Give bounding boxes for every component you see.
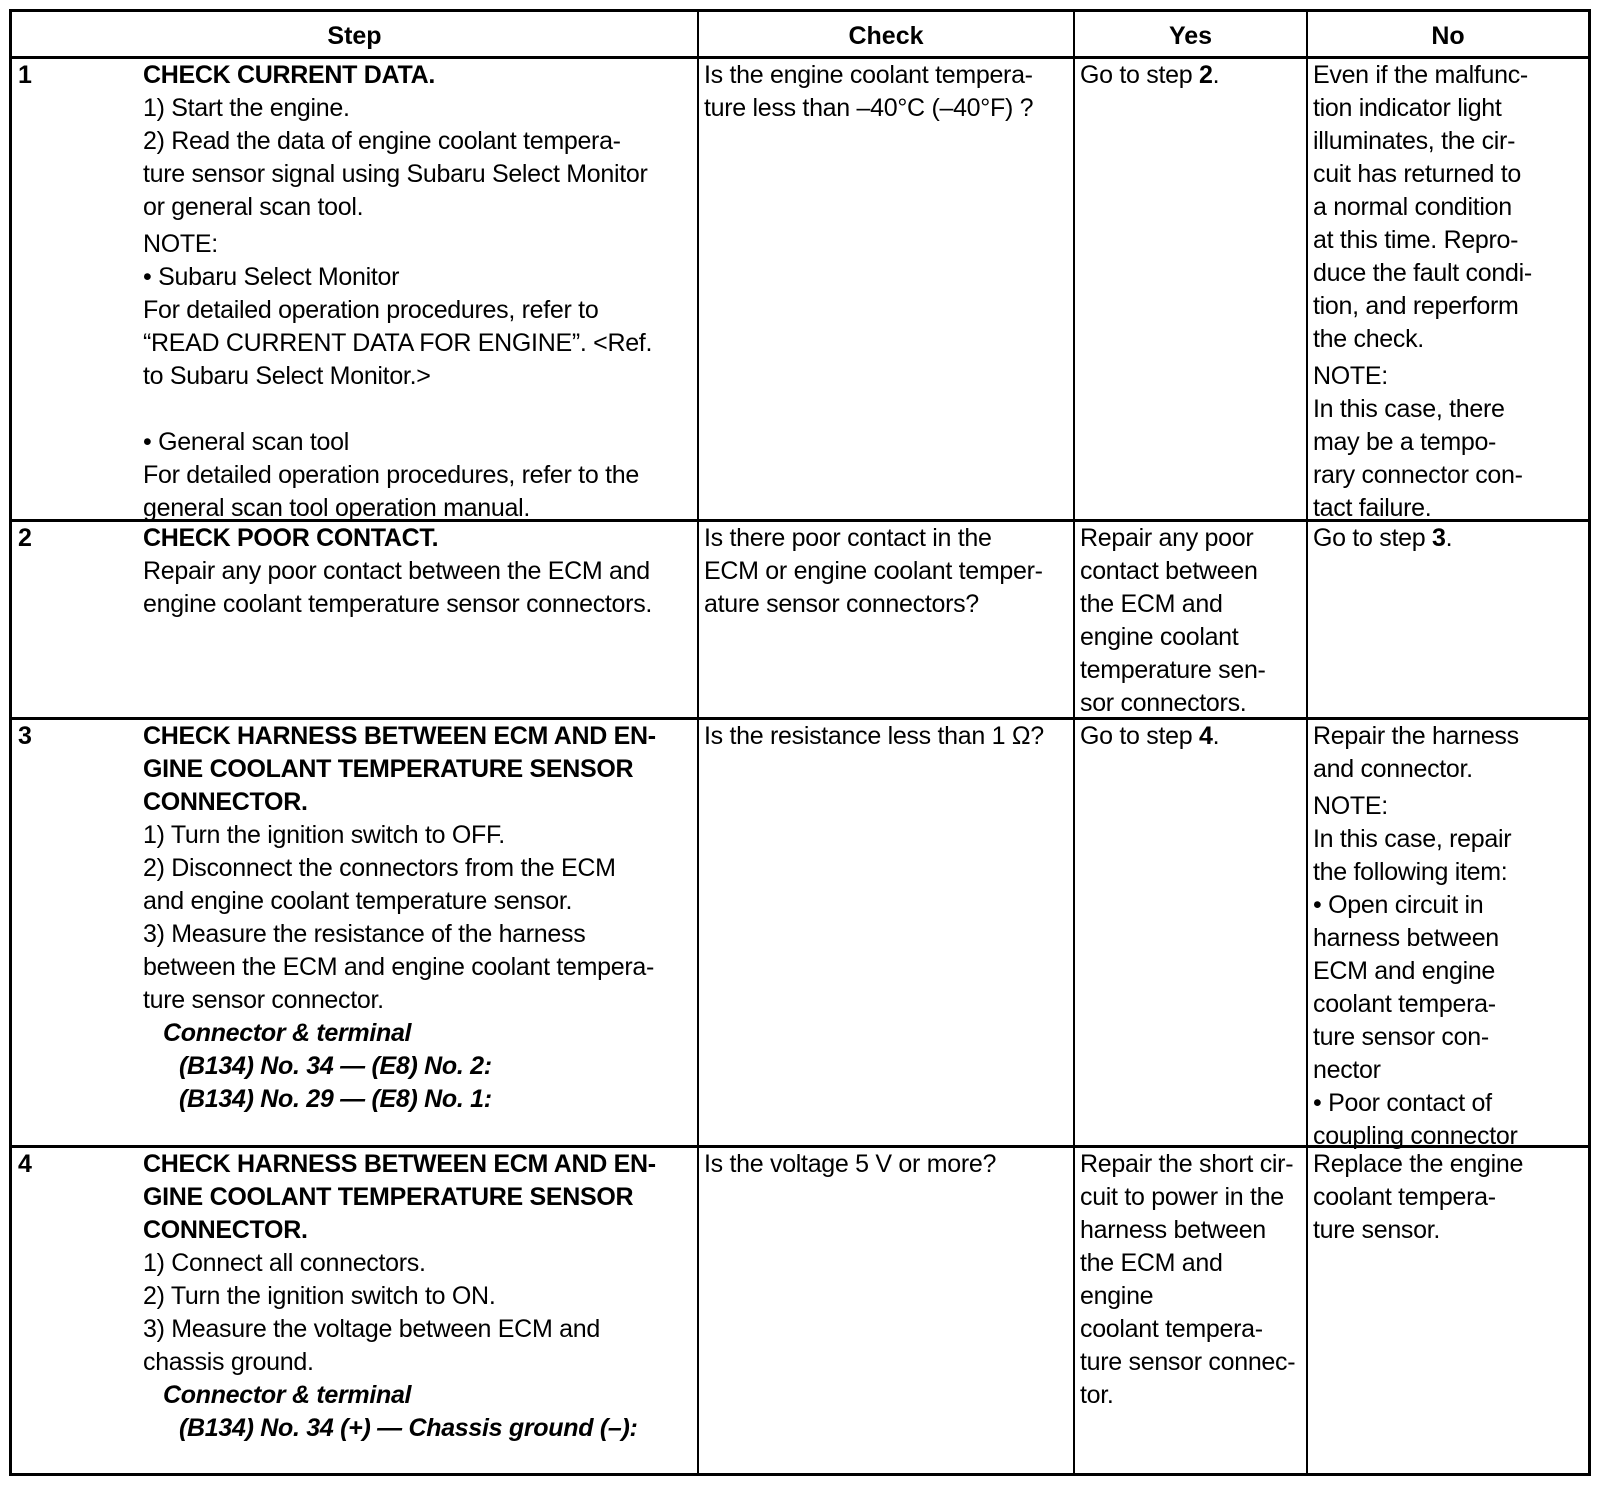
step-line: 2) Read the data of engine coolant tempera-	[143, 127, 621, 155]
no-line: Even if the malfunc-	[1313, 61, 1528, 89]
no-line: In this case, repair	[1313, 825, 1512, 853]
step-number: 1	[18, 61, 32, 89]
column-divider	[697, 12, 699, 1473]
no-line: nector	[1313, 1056, 1381, 1084]
step-line: “READ CURRENT DATA FOR ENGINE”. <Ref.	[143, 329, 653, 357]
no-line: Replace the engine	[1313, 1150, 1524, 1178]
no-line: illuminates, the cir-	[1313, 127, 1516, 155]
step-line: chassis ground.	[143, 1348, 314, 1376]
yes-line: sor connectors.	[1080, 689, 1247, 717]
step-title: CONNECTOR.	[143, 1216, 308, 1244]
step-line: between the ECM and engine coolant tempera-	[143, 953, 655, 981]
header-check: Check	[848, 22, 924, 50]
yes-2	[1080, 522, 1302, 720]
yes-line: engine coolant	[1080, 623, 1239, 651]
no-text: .	[1445, 524, 1453, 552]
no-4	[1313, 1148, 1585, 1247]
no-line: tact failure.	[1313, 494, 1432, 522]
no-line: Repair the harness	[1313, 722, 1519, 750]
step-title: CHECK HARNESS BETWEEN ECM AND EN-	[143, 722, 656, 750]
no-line: may be a tempo-	[1313, 428, 1497, 456]
yes-line: temperature sen-	[1080, 656, 1266, 684]
step-ref: 3	[1432, 524, 1446, 552]
step-line: 2) Turn the ignition switch to ON.	[143, 1282, 496, 1310]
header-yes: Yes	[1168, 22, 1213, 50]
bullet-item: • General scan tool	[143, 428, 349, 456]
step-1-text	[143, 59, 692, 525]
connector-terminal-spec: (B134) No. 34 — (E8) No. 2:	[179, 1052, 492, 1080]
step-line: general scan tool operation manual.	[143, 494, 530, 522]
step-title: CONNECTOR.	[143, 788, 308, 816]
yes-line: coolant tempera-	[1080, 1315, 1263, 1343]
step-line: ture sensor signal using Subaru Select Monitor	[143, 160, 648, 188]
no-1	[1313, 59, 1585, 525]
no-line: ECM and engine	[1313, 957, 1496, 985]
no-line: In this case, there	[1313, 395, 1505, 423]
step-title: CHECK POOR CONTACT.	[143, 524, 439, 552]
step-line: ture sensor connector.	[143, 986, 384, 1014]
step-line: For detailed operation procedures, refer to the	[143, 461, 639, 489]
no-line: tion indicator light	[1313, 94, 1502, 122]
check-line: ture less than –40°C (–40°F) ?	[704, 94, 1034, 122]
step-line: 1) Start the engine.	[143, 94, 350, 122]
no-line: tion, and reperform	[1313, 292, 1519, 320]
yes-line: contact between	[1080, 557, 1258, 585]
yes-line: Repair the short cir-	[1080, 1150, 1294, 1178]
connector-terminal-spec: (B134) No. 34 (+) — Chassis ground (–):	[179, 1414, 638, 1442]
step-line: 1) Connect all connectors.	[143, 1249, 426, 1277]
check-line: Is the voltage 5 V or more?	[704, 1150, 997, 1178]
step-line: and engine coolant temperature sensor.	[143, 887, 573, 915]
no-2	[1313, 522, 1585, 555]
no-line: coolant tempera-	[1313, 990, 1496, 1018]
connector-terminal-spec: (B134) No. 29 — (E8) No. 1:	[179, 1085, 492, 1113]
no-line: the check.	[1313, 325, 1424, 353]
check-line: Is the resistance less than 1 Ω?	[704, 722, 1044, 750]
no-line: • Poor contact of	[1313, 1089, 1492, 1117]
header-no: No	[1431, 22, 1465, 50]
yes-1	[1080, 59, 1302, 92]
note-label: NOTE:	[1313, 362, 1388, 390]
step-2-text	[143, 522, 692, 621]
no-line: duce the fault condi-	[1313, 259, 1532, 287]
yes-line: the ECM and	[1080, 590, 1223, 618]
check-line: Is the engine coolant tempera-	[704, 61, 1033, 89]
bullet-item: • Subaru Select Monitor	[143, 263, 400, 291]
no-3	[1313, 720, 1585, 1153]
step-number: 3	[18, 722, 32, 750]
check-3	[704, 720, 1074, 753]
yes-4	[1080, 1148, 1302, 1412]
yes-line: cuit to power in the	[1080, 1183, 1284, 1211]
yes-3	[1080, 720, 1302, 753]
note-label: NOTE:	[143, 230, 218, 258]
yes-line: ture sensor connec-	[1080, 1348, 1296, 1376]
diagnostic-table	[9, 9, 1591, 1476]
step-title: CHECK HARNESS BETWEEN ECM AND EN-	[143, 1150, 656, 1178]
check-line: ECM or engine coolant temper-	[704, 557, 1043, 585]
step-number: 4	[18, 1150, 32, 1178]
step-line: to Subaru Select Monitor.>	[143, 362, 431, 390]
step-3-text	[143, 720, 692, 1116]
yes-text: .	[1212, 61, 1220, 89]
check-4	[704, 1148, 1069, 1181]
connector-terminal-label: Connector & terminal	[163, 1019, 412, 1047]
header-step: Step	[327, 22, 382, 50]
yes-line: the ECM and engine	[1080, 1249, 1223, 1310]
yes-line: Repair any poor	[1080, 524, 1254, 552]
step-line: For detailed operation procedures, refer to	[143, 296, 599, 324]
no-line: coupling connector	[1313, 1122, 1518, 1150]
no-line: a normal condition	[1313, 193, 1512, 221]
step-line: 3) Measure the resistance of the harness	[143, 920, 586, 948]
note-label: NOTE:	[1313, 792, 1388, 820]
no-text: Go to step	[1313, 524, 1432, 552]
step-line: Repair any poor contact between the ECM and	[143, 557, 650, 585]
step-line: 2) Disconnect the connectors from the ECM	[143, 854, 616, 882]
step-line: 3) Measure the voltage between ECM and	[143, 1315, 600, 1343]
column-divider	[1306, 12, 1308, 1473]
check-1	[704, 59, 1069, 125]
check-line: Is there poor contact in the	[704, 524, 992, 552]
step-line: or general scan tool.	[143, 193, 364, 221]
step-number: 2	[18, 524, 32, 552]
yes-text: .	[1212, 722, 1220, 750]
check-2	[704, 522, 1069, 621]
no-line: the following item:	[1313, 858, 1508, 886]
step-ref: 2	[1199, 61, 1213, 89]
step-ref: 4	[1199, 722, 1213, 750]
no-line: ture sensor con-	[1313, 1023, 1489, 1051]
step-title: GINE COOLANT TEMPERATURE SENSOR	[143, 755, 634, 783]
no-line: rary connector con-	[1313, 461, 1523, 489]
connector-terminal-label: Connector & terminal	[163, 1381, 412, 1409]
step-title: GINE COOLANT TEMPERATURE SENSOR	[143, 1183, 634, 1211]
no-line: harness between	[1313, 924, 1499, 952]
yes-text: Go to step	[1080, 722, 1199, 750]
yes-line: harness between	[1080, 1216, 1266, 1244]
step-line: engine coolant temperature sensor connectors.	[143, 590, 653, 618]
yes-text: Go to step	[1080, 61, 1199, 89]
no-line: and connector.	[1313, 755, 1473, 783]
no-line: at this time. Repro-	[1313, 226, 1519, 254]
no-line: cuit has returned to	[1313, 160, 1522, 188]
no-line: • Open circuit in	[1313, 891, 1484, 919]
step-line: 1) Turn the ignition switch to OFF.	[143, 821, 505, 849]
step-title: CHECK CURRENT DATA.	[143, 61, 435, 89]
check-line: ature sensor connectors?	[704, 590, 979, 618]
step-4-text	[143, 1148, 692, 1445]
no-line: ture sensor.	[1313, 1216, 1441, 1244]
no-line: coolant tempera-	[1313, 1183, 1496, 1211]
yes-line: tor.	[1080, 1381, 1114, 1409]
